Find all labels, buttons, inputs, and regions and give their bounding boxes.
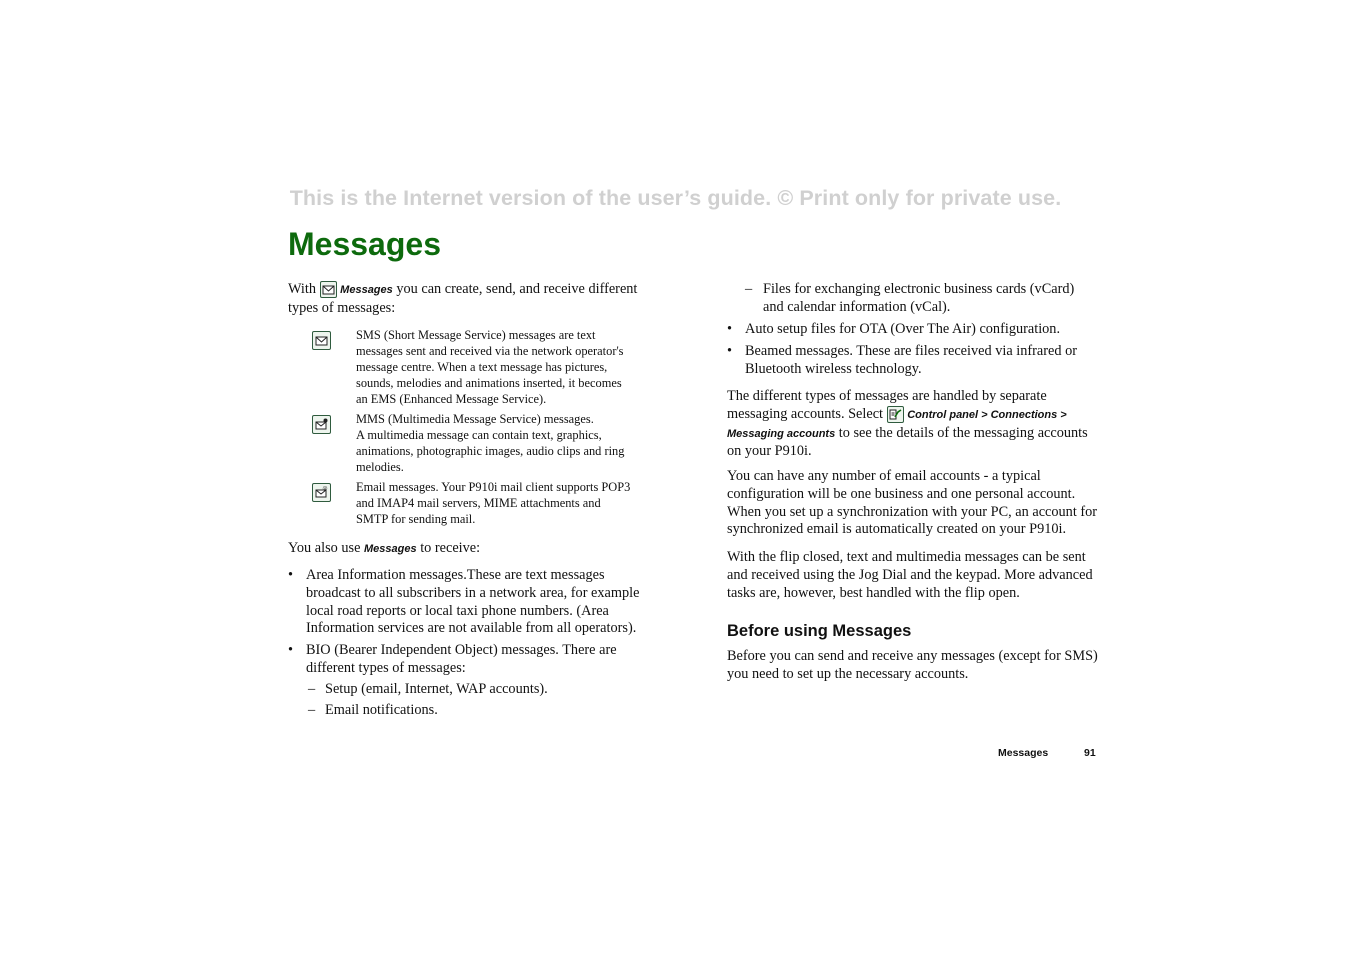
sub-list-item: – Files for exchanging electronic business cards (vCard) and calendar information (vCal). [745, 281, 1075, 315]
intro-paragraph [288, 281, 658, 318]
intro-line-1: With Messages you can create, send, and receive different [288, 281, 638, 297]
footer-section-name: Messages [998, 747, 1049, 759]
svg-text:@: @ [322, 486, 328, 492]
also-use-paragraph: You also use Messages to receive: [288, 540, 481, 556]
messages-app-name: Messages [340, 284, 393, 296]
sub-list-item: – Email notifications. [308, 702, 438, 718]
email-envelope-icon [312, 483, 331, 502]
messages-app-name: Messages [364, 543, 417, 555]
bullet-mark: • [727, 321, 733, 337]
page-number: 91 [1084, 747, 1096, 759]
list-item: • Beamed messages. These are files received via infrared or Bluetooth wireless technology. [727, 343, 1077, 377]
intro-line-2: types of messages: [288, 299, 396, 316]
flip-paragraph: With the flip closed, text and multimedia messages can be sent and received using the Jog Dial and the keypad. More advanced tasks are, however, best handled with the flip open. [727, 549, 1093, 601]
list-item: • Area Information messages.These are text messages broadcast to all subscribers in a network area, for example local road reports or local taxi phone numbers. (Area Information services are not available from all operators). [288, 567, 640, 637]
page-title: Messages [288, 226, 441, 262]
messaging-accounts-path: Messaging accounts [727, 427, 836, 440]
email-accounts-paragraph: You can have any number of email accounts - a typical configuration will be one business and one personal account. When you set up a synchronization with your PC, an account for synchronized email is automatically created on your P910i. [727, 468, 1098, 538]
sub-list-item: – Setup (email, Internet, WAP accounts). [308, 681, 548, 697]
control-panel-path: Control panel > Connections > [907, 408, 1067, 421]
before-paragraph: Before you can send and receive any messages (except for SMS) you need to set up the necessary accounts. [727, 648, 1098, 682]
mms-description: MMS (Multimedia Message Service) messages. A multimedia message can contain text, graphics, animations, photographic images, audio clips and ring melodies. [356, 412, 625, 474]
dash-mark: – [308, 681, 316, 697]
email-description: Email messages. Your P910i mail client supports POP3 and IMAP4 mail servers, MIME attachments and SMTP for sending mail. [356, 480, 631, 526]
section-heading: Before using Messages [727, 622, 912, 640]
dash-mark: – [308, 702, 316, 718]
messages-icon [320, 281, 337, 298]
dash-mark: – [745, 281, 753, 297]
list-item: • Auto setup files for OTA (Over The Air) configuration. [727, 321, 1061, 337]
bullet-mark: • [288, 642, 294, 658]
control-panel-icon [887, 406, 904, 423]
sms-description: SMS (Short Message Service) messages are text messages sent and received via the network operator's message centre. When a text message has pictures, sounds, melodies and animations inserted, it becomes an EMS (Enhanced Message Service). [356, 328, 624, 406]
bullet-mark: • [288, 567, 294, 583]
mms-envelope-icon [312, 415, 331, 434]
list-item: • BIO (Bearer Independent Object) messages. There are different types of messages: [288, 642, 617, 676]
bullet-mark: • [727, 343, 733, 359]
sms-envelope-icon [312, 331, 331, 350]
watermark: This is the Internet version of the user’s guide. © Print only for private use. [289, 186, 1062, 210]
accounts-paragraph: The different types of messages are handled by separate messaging accounts. Select Control panel > Connections > Messaging accounts to see the details of the messaging accounts on your P910i. [727, 388, 1088, 460]
